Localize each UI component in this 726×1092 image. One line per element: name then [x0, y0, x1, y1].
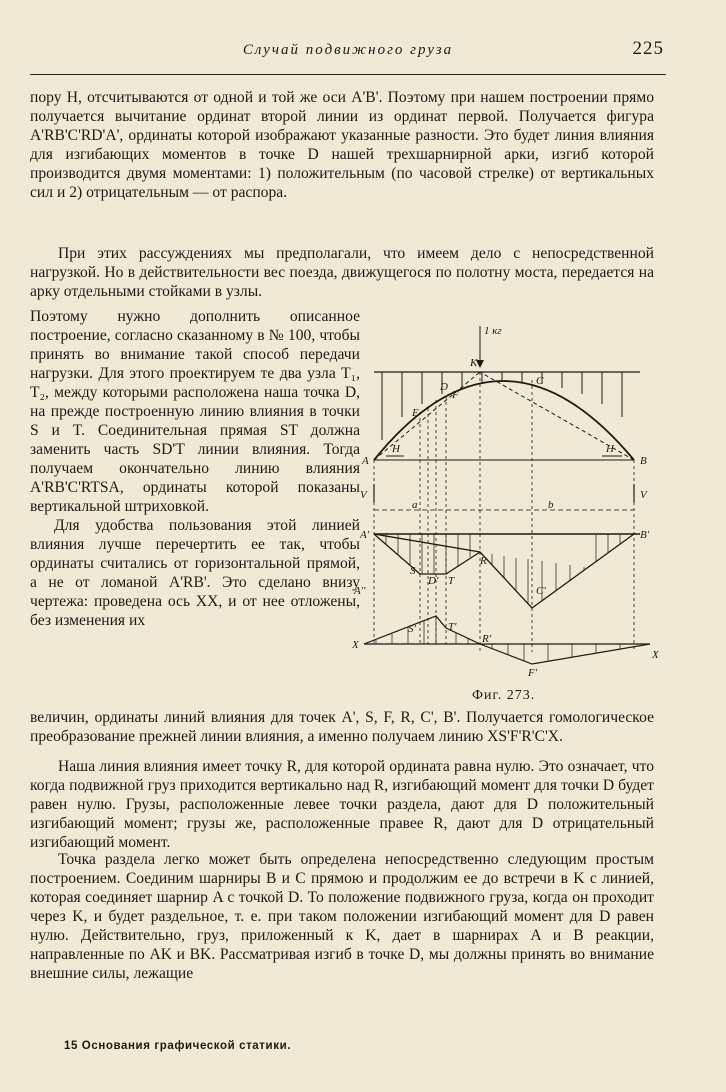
figure-caption: Фиг. 273.	[472, 688, 536, 703]
influence-line-homologous	[364, 616, 650, 664]
paragraph-3: величин, ординаты линий влияния для точек A', S, F, R, C', B'. Получается гомологическое преобразование прежней линии влияния, а именно получаем линию XS'F'R'C'X.	[30, 709, 654, 745]
label-K: K	[470, 357, 478, 369]
label-F2: F'	[528, 667, 538, 679]
label-R2: R'	[482, 633, 492, 645]
label-A1: A'	[360, 529, 370, 541]
label-b: b	[548, 499, 554, 511]
influence-line-lower	[374, 534, 480, 574]
label-S2: S'	[408, 623, 416, 635]
label-F: F	[452, 389, 459, 401]
label-C: C	[536, 375, 544, 387]
label-D: D	[440, 381, 448, 393]
wrapped-text-column	[30, 307, 360, 630]
label-E: E	[412, 407, 419, 419]
paragraph-4: Наша линия влияния имеет точку R, для которой ордината равна нулю. Это означает, что когда подвижной груз приходится вертикально над R, изгибающий момент для точки D будет равен нулю. Грузы, расположенные левее точки раздела, дают для D положительный изгибающий момент; грузы же, расположенные правее R, дают для D отрицательный изгибающий момент.	[30, 758, 654, 851]
label-A: A	[362, 455, 369, 467]
label-a: a	[412, 499, 418, 511]
label-B1: B'	[640, 529, 650, 541]
paragraph-wrap-1: Поэтому нужно дополнить описанное построение, согласно сказанному в № 100, чтобы принять во внимание такой способ передачи нагрузки. Для этого проектируем те два узла T₁, T₂, между которыми расположена наша точка D, на прежде построенную линию влияния в точки S и T. Соединительная прямая ST должна заменить часть SD'T линии влияния. Тогда получаем окончательно линию влияния A'RB'C'RTSA, ординаты которой показаны вертикальной штриховкой.	[30, 308, 360, 515]
label-X-right: X	[652, 649, 659, 661]
label-H-right: H	[606, 443, 614, 455]
label-T2: T'	[448, 621, 457, 633]
figure-273	[352, 312, 662, 712]
page-header	[30, 34, 666, 75]
label-load: 1 кг	[484, 325, 502, 337]
arch-curve	[374, 381, 634, 460]
paragraph-wrap-2: Для удобства пользования этой линией влияния лучше перечертить ее так, чтобы ординаты считались от горизонтальной прямой, а не от ломаной A'RB'. Это сделано внизу чертежа: проведена ось XX, и от нее отложены, без изменения их	[30, 517, 360, 629]
label-S: S	[410, 565, 416, 577]
paragraph-1: пору H, отсчитываются от одной и той же оси A'B'. Поэтому при нашем построении прямо получается вычитание ординат второй линии из ординат первой. Получается фигура A'RB'C'RD'A', ординаты которой изображают указанные разности. Это будет линия влияния для изгибающих моментов в точке D нашей трехшарнирной арки, изгиб которой производится двумя моментами: 1) положительным (по часовой стрелке) от вертикальных сил и 2) отрицательным — от распора.	[30, 89, 654, 201]
label-B: B	[640, 455, 647, 467]
signature-footer: 15 Основания графической статики.	[64, 1040, 292, 1052]
label-C1: C'	[536, 585, 546, 597]
page-number: 225	[632, 38, 664, 59]
paragraph-2: При этих рассуждениях мы предполагали, что имеем дело с непосредственной нагрузкой. Но в действительности вес поезда, движущегося по полотну моста, передается на арку отдельными стойками в узлы.	[30, 245, 654, 300]
label-T: T	[448, 575, 455, 587]
label-X-left: X	[352, 639, 359, 651]
label-A2: A''	[354, 585, 366, 597]
running-title: Случай подвижного груза	[242, 42, 454, 58]
label-D1: D'	[428, 575, 439, 587]
label-V-right: V	[640, 489, 647, 501]
label-R: R	[480, 555, 487, 567]
arch-influence-diagram	[352, 312, 662, 712]
label-V-left: V	[360, 489, 367, 501]
paragraph-5: Точка раздела легко может быть определена непосредственно следующим простым построением. Соединим шарниры B и C прямою и продолжим ее до встречи в K с линией, которая соединяет шарнир A с точкой D. То положение подвижного груза, когда он проходит через K, и будет раздельное, т. е. при таком положении изгибающий момент для D равен нулю. Действительно, груз, приложенный к K, дает в шарнирах A и B реакции, направленные по AK и BK. Рассматривая изгиб в точке D, мы должны принять во внимание внешние силы, лежащие	[30, 851, 654, 982]
label-H-left: H	[392, 443, 400, 455]
